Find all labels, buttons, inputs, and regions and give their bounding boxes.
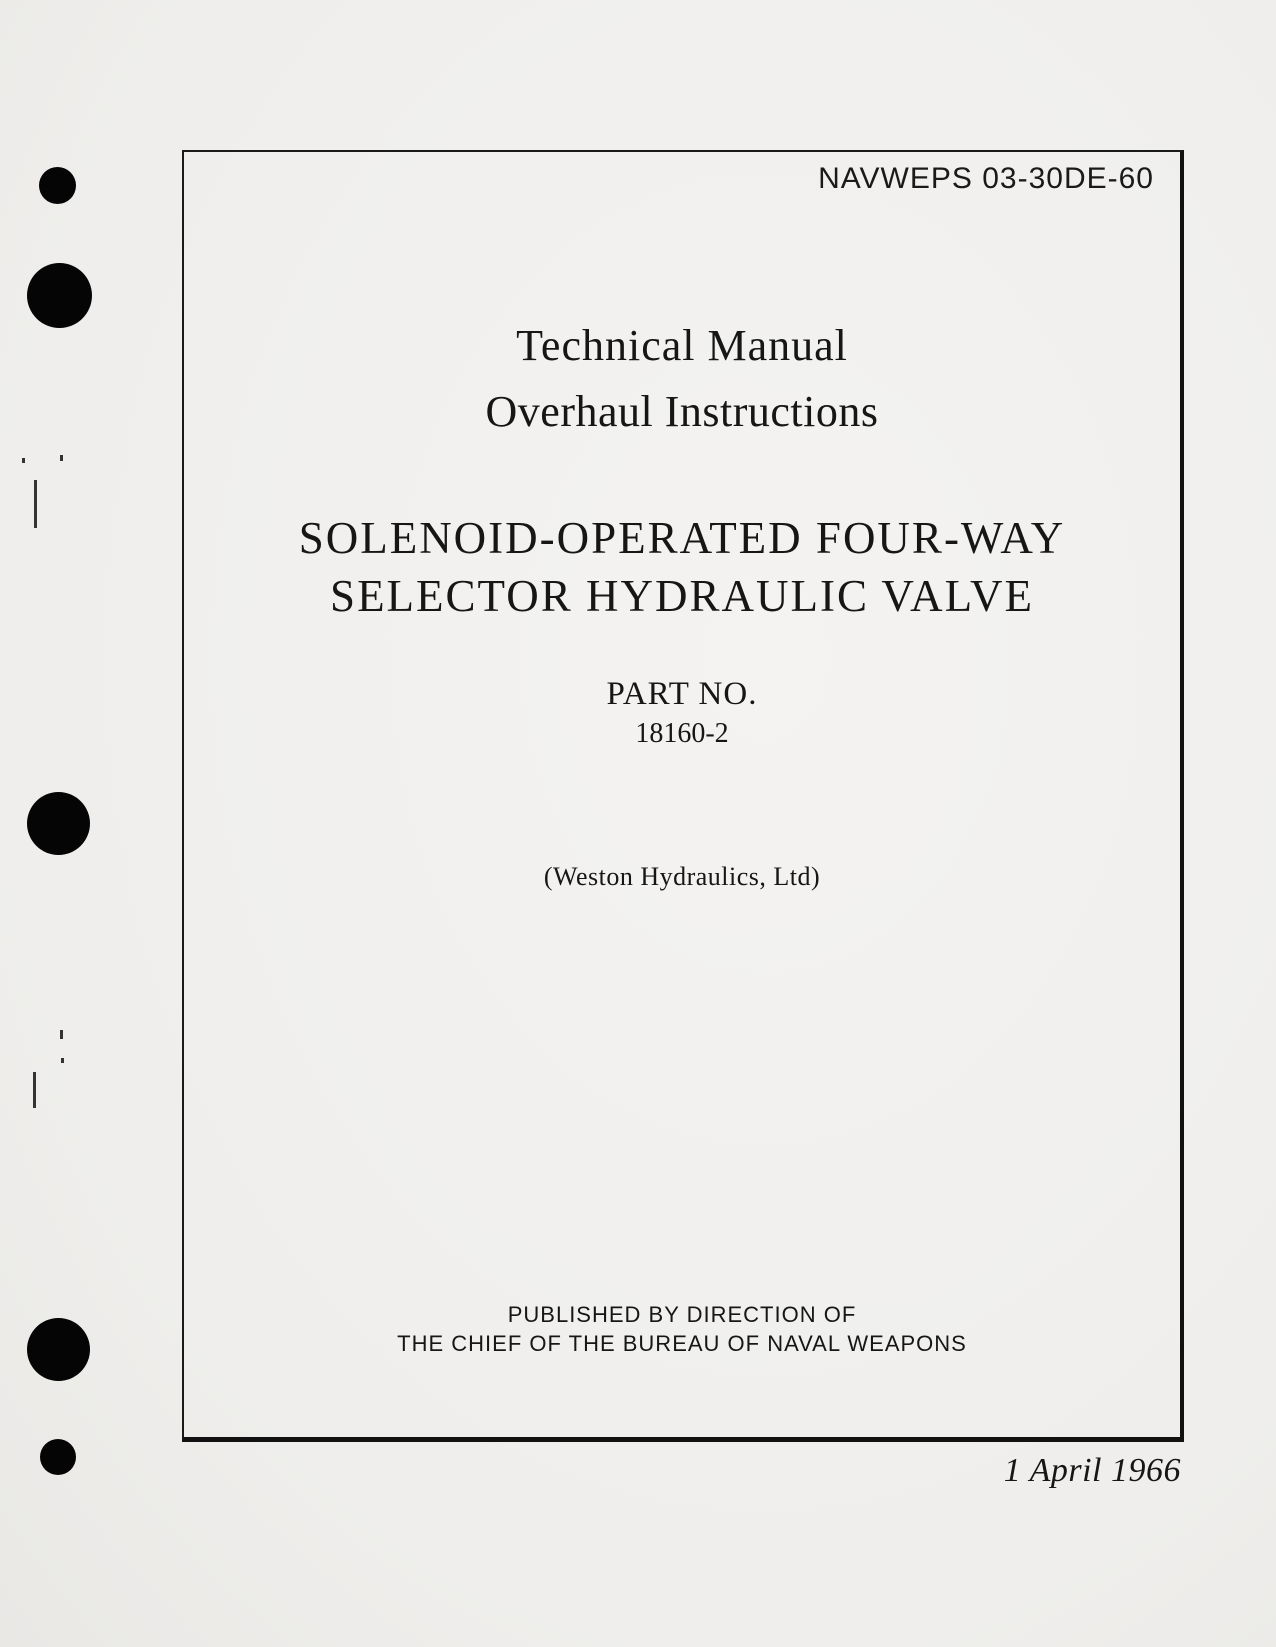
scan-mark: [34, 480, 37, 528]
binder-hole: [27, 263, 92, 328]
cover-frame: [182, 150, 1184, 1442]
scan-mark: [33, 1072, 36, 1108]
part-number-value: 18160-2: [635, 718, 729, 749]
binder-hole: [40, 1439, 76, 1475]
scan-mark: [60, 1030, 63, 1039]
binder-hole: [27, 792, 90, 855]
binder-hole: [39, 167, 76, 204]
publication-date: 1 April 1966: [1003, 1452, 1181, 1489]
scan-mark: [61, 1058, 64, 1063]
manufacturer: (Weston Hydraulics, Ltd): [543, 862, 821, 891]
subject-line-2: SELECTOR HYDRAULIC VALVE: [330, 571, 1034, 621]
binder-hole: [27, 1318, 90, 1381]
title-line-1: Technical Manual: [516, 321, 848, 370]
scan-mark: [22, 458, 25, 463]
part-number-label: PART NO.: [606, 676, 758, 712]
title-line-2: Overhaul Instructions: [485, 387, 879, 436]
publisher-line-1: PUBLISHED BY DIRECTION OF: [507, 1302, 857, 1327]
subject-line-1: SOLENOID-OPERATED FOUR-WAY: [298, 513, 1066, 563]
scan-mark: [60, 455, 63, 461]
publisher-line-2: THE CHIEF OF THE BUREAU OF NAVAL WEAPONS: [397, 1331, 967, 1356]
document-number: NAVWEPS 03-30DE-60: [818, 162, 1154, 195]
